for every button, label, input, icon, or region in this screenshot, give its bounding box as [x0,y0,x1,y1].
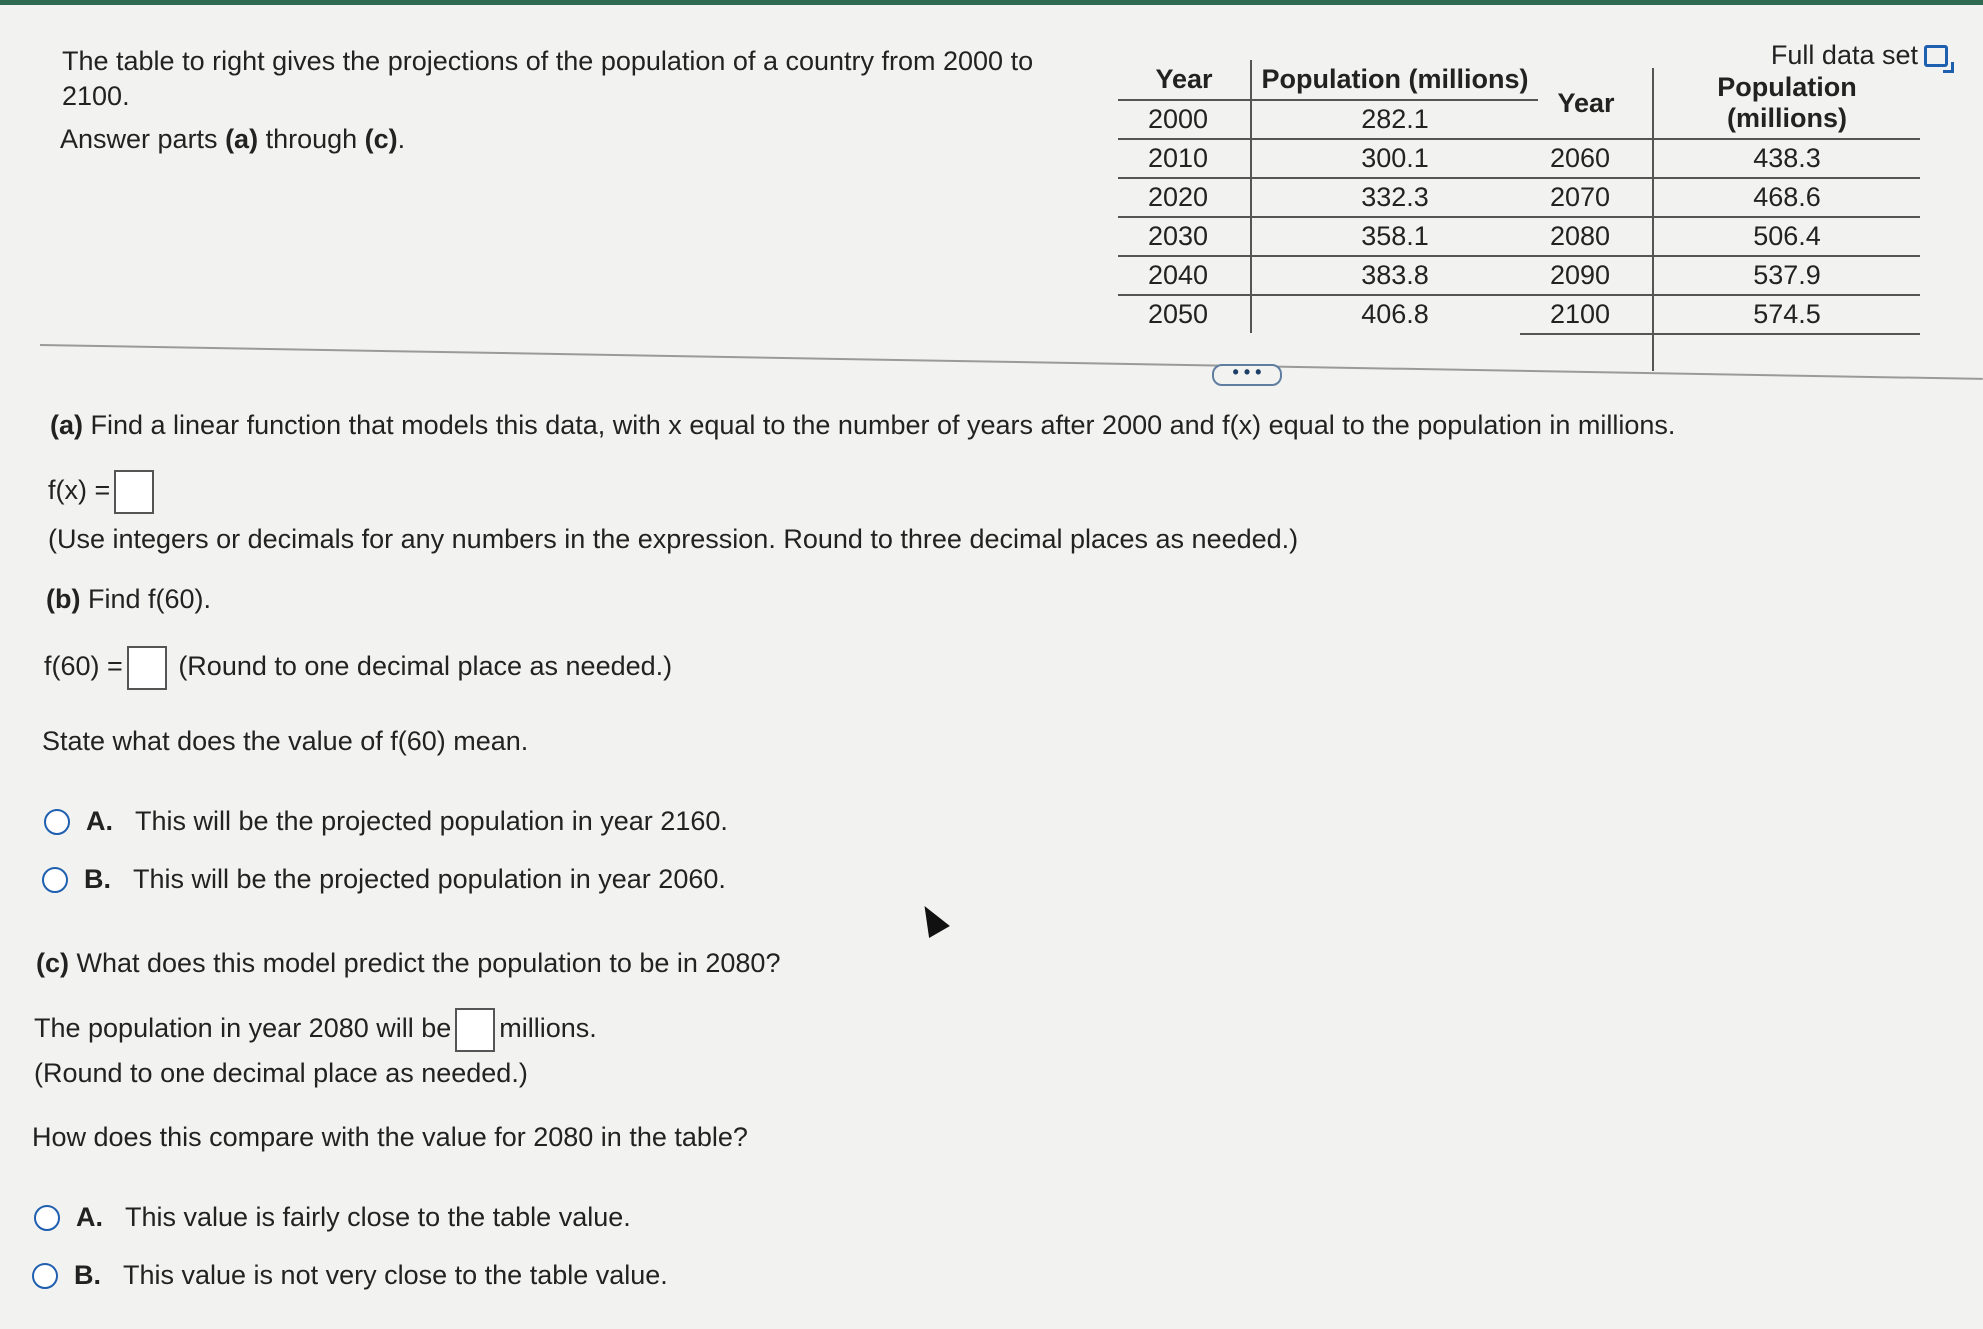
table-row: 2020 332.3 [1118,178,1538,217]
year-header: Year [1118,60,1251,100]
population-2080-input[interactable] [455,1008,495,1052]
f60-answer-row [44,646,672,690]
part-a-instruction: (Use integers or decimals for any numbers in the expression. Round to three decimal places as needed.) [48,524,1299,554]
population-table-left [1118,60,1538,333]
population-header: Population (millions) [1251,60,1538,100]
radio-button[interactable] [32,1263,58,1289]
table-row: 2040 383.8 [1118,256,1538,295]
fx-answer-row [48,470,158,514]
fx-answer-input[interactable] [114,470,154,514]
popout-icon [1924,45,1948,67]
table-row: 2060 438.3 [1520,139,1920,178]
table-row: 2070 468.6 [1520,178,1920,217]
full-data-set-link[interactable]: Full data set [1771,40,1948,71]
radio-button[interactable] [34,1205,60,1231]
table-row: 2100 574.5 [1520,295,1920,334]
f60-round-note: (Round to one decimal place as needed.) [178,651,673,682]
mouse-cursor-icon [914,900,950,938]
part-b-state-question: State what does the value of f(60) mean. [42,726,529,756]
part-a-question: (a) Find a linear function that models this data, with x equal to the number of years after 2000 and f(x) equal to the population in millions. [50,410,1676,440]
part-b-option-a[interactable]: A. This will be the projected population in year 2160. [44,806,728,837]
part-c-answer-row: The population in year 2080 will be millions. [34,1008,597,1052]
table-row: 2030 358.1 [1118,217,1538,256]
f60-label: f(60) = [44,651,123,682]
year-header: Year [1520,68,1653,139]
part-b-question: (b) Find f(60). [46,584,212,614]
f60-answer-input[interactable] [127,646,167,690]
table-row: 2090 537.9 [1520,256,1920,295]
table-row: 2050 406.8 [1118,295,1538,333]
fx-label: f(x) = [48,475,111,506]
part-c-compare-question: How does this compare with the value for 2080 in the table? [32,1122,748,1152]
answer-parts-text: Answer parts (a) through (c). [60,124,406,154]
population-header: Population (millions) [1653,68,1920,139]
table-row: 2080 506.4 [1520,217,1920,256]
intro-text: The table to right gives the projections of the population of a country from 2000 to 2100. [62,46,1034,112]
part-b-option-b[interactable]: B. This will be the projected population in year 2060. [42,864,726,895]
table-row: 2000 282.1 [1118,100,1538,139]
table-row [1520,334,1920,371]
part-c-question: (c) What does this model predict the population to be in 2080? [36,948,781,978]
part-c-round-note: (Round to one decimal place as needed.) [34,1058,528,1088]
expand-more-button[interactable]: • • • [1212,364,1282,386]
radio-button[interactable] [42,867,68,893]
radio-button[interactable] [44,809,70,835]
population-table-right [1520,68,1920,371]
part-c-option-a[interactable]: A. This value is fairly close to the table value. [34,1202,631,1233]
part-c-option-b[interactable]: B. This value is not very close to the table value. [32,1260,668,1291]
table-row: 2010 300.1 [1118,139,1538,178]
top-accent-bar [0,0,1983,5]
